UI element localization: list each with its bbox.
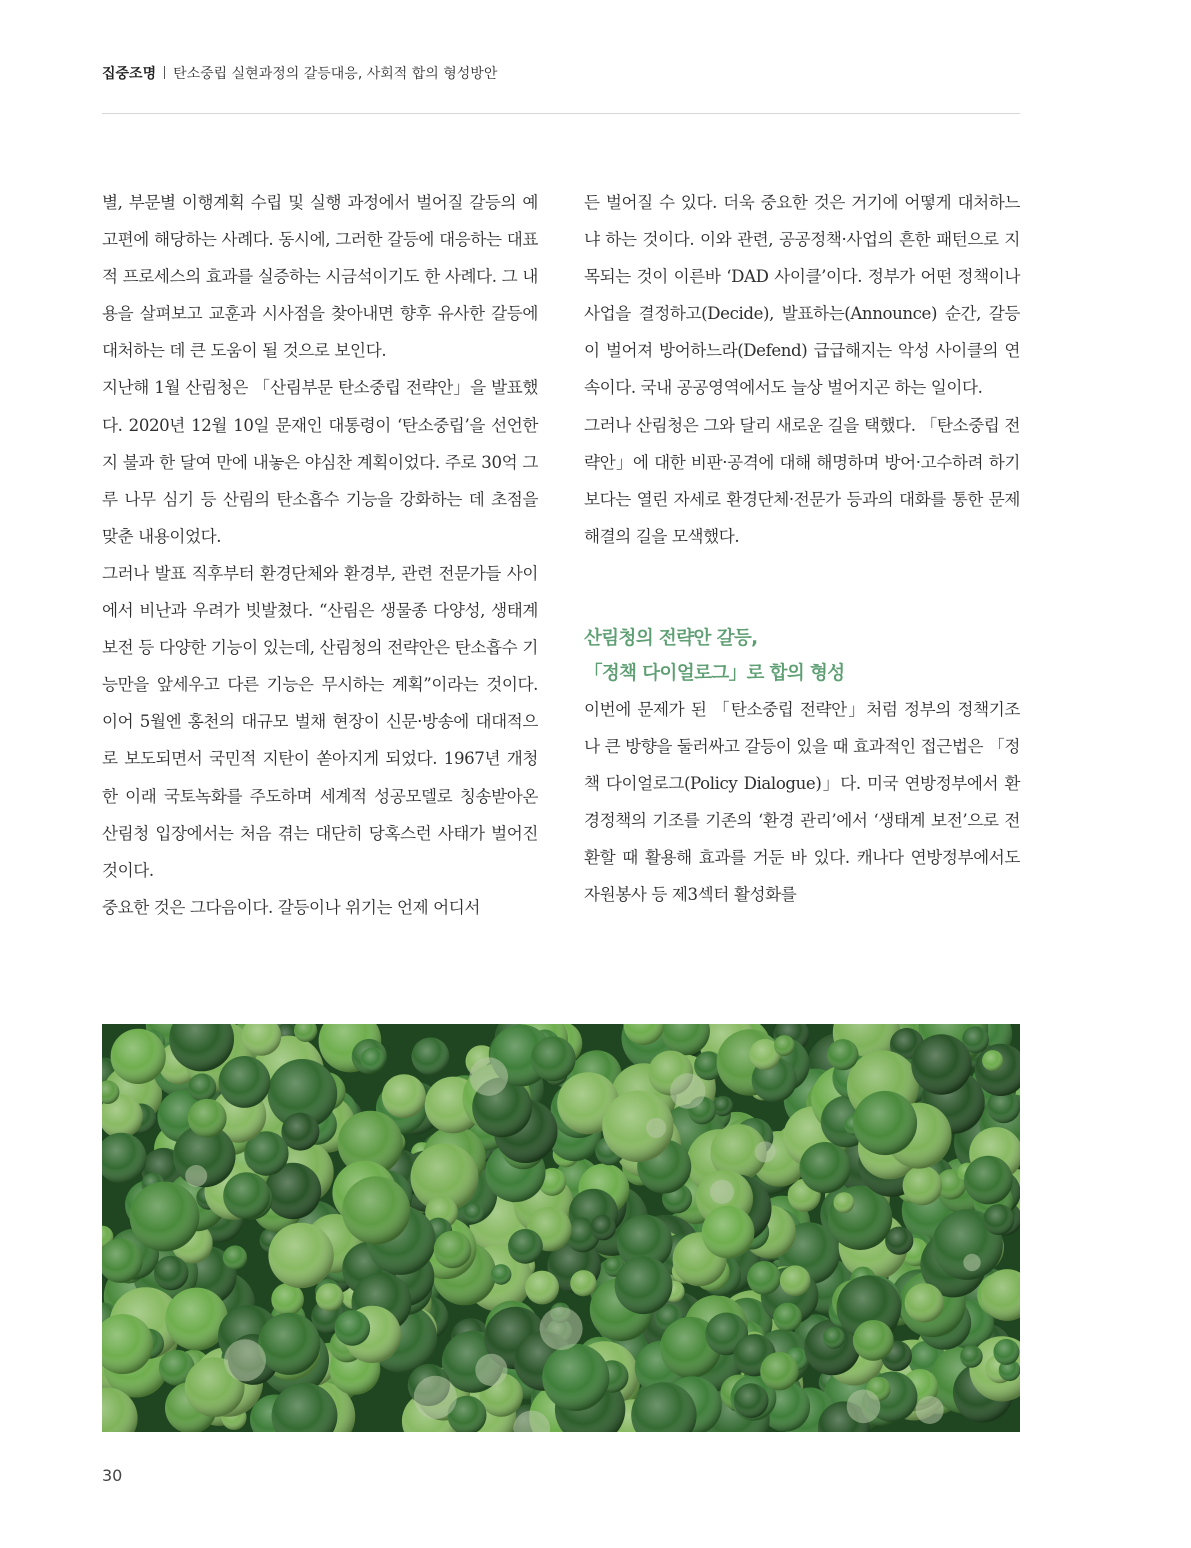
paragraph: 그러나 산림청은 그와 달리 새로운 길을 택했다. 「탄소중립 전략안」에 대한 비판·공격에 대해 해명하며 방어·고수하려 하기보다는 열린 자세로 환경단체·전문가 등과의 대화를 통한 문제해결의 길을 모색했다. — [584, 415, 1020, 546]
subheading-line-2: 「정책 다이얼로그」로 합의 형성 — [584, 662, 845, 684]
forest-canopy-photo — [102, 1024, 1020, 1432]
forest-canopy-image — [102, 1024, 1020, 1432]
header-title: 탄소중립 실현과정의 갈등대응, 사회적 합의 형성방안 — [173, 66, 498, 82]
left-column — [102, 184, 538, 926]
subheading-line-1: 산림청의 전략안 갈등, — [584, 627, 758, 649]
paragraph: 지난해 1월 산림청은 「산림부문 탄소중립 전략안」을 발표했다. 2020년 12월 10일 문재인 대통령이 ‘탄소중립’을 선언한 지 불과 한 달여 만에 내놓은 야심찬 계획이었다. 주로 30억 그루 나무 심기 등 산림의 탄소흡수 기능을 강화하는 데 초점을 맞춘 내용이었다. — [102, 378, 538, 546]
paragraph: 든 벌어질 수 있다. 더욱 중요한 것은 거기에 어떻게 대처하느냐 하는 것이다. 이와 관련, 공공정책·사업의 흔한 패턴으로 지목되는 것이 이른바 ‘DAD 사이클’이다. 정부가 어떤 정책이나 사업을 결정하고(Decide), 발표하는(Announce) 순간, 갈등이 벌어져 방어하느라(Defend) 급급해지는 악성 사이클의 연속이다. 국내 공공영역에서도 늘상 벌어지곤 하는 일이다. — [584, 193, 1020, 398]
section-label: 집중조명 — [102, 66, 157, 82]
header-divider — [164, 66, 165, 79]
paragraph: 이번에 문제가 된 「탄소중립 전략안」처럼 정부의 정책기조나 큰 방향을 둘러싸고 갈등이 있을 때 효과적인 접근법은 「정책 다이얼로그(Policy Dialogue)」다. 미국 연방정부에서 환경정책의 기조를 기존의 ‘환경 관리’에서 ‘생태계 보전’으로 전환할 때 활용해 효과를 거둔 바 있다. 캐나다 연방정부에서도 자원봉사 등 제3섹터 활성화를 — [584, 699, 1020, 905]
paragraph: 별, 부문별 이행계획 수립 및 실행 과정에서 벌어질 갈등의 예고편에 해당하는 사례다. 동시에, 그러한 갈등에 대응하는 대표적 프로세스의 효과를 실증하는 시금석이기도 한 사례다. 그 내용을 살펴보고 교훈과 시사점을 찾아내면 향후 유사한 갈등에 대처하는 데 큰 도움이 될 것으로 보인다. — [102, 193, 538, 361]
page-number: 30 — [102, 1466, 123, 1485]
paragraph: 중요한 것은 그다음이다. 갈등이나 위기는 언제 어디서 — [102, 897, 480, 917]
section-subheading — [584, 621, 1020, 691]
header-rule — [102, 113, 1020, 114]
paragraph: 그러나 발표 직후부터 환경단체와 환경부, 관련 전문가들 사이에서 비난과 우려가 빗발쳤다. “산림은 생물종 다양성, 생태계 보전 등 다양한 기능이 있는데, 산림청의 전략안은 탄소흡수 기능만을 앞세우고 다른 기능은 무시하는 계획”이라는 것이다. 이어 5월엔 홍천의 대규모 벌채 현장이 신문·방송에 대대적으로 보도되면서 국민적 지탄이 쏟아지게 되었다. 1967년 개청한 이래 국토녹화를 주도하며 세계적 성공모델로 칭송받아온 산림청 입장에서는 처음 겪는 대단히 당혹스런 사태가 벌어진 것이다. — [102, 563, 538, 880]
right-column — [584, 184, 1020, 914]
running-header — [102, 62, 1020, 86]
